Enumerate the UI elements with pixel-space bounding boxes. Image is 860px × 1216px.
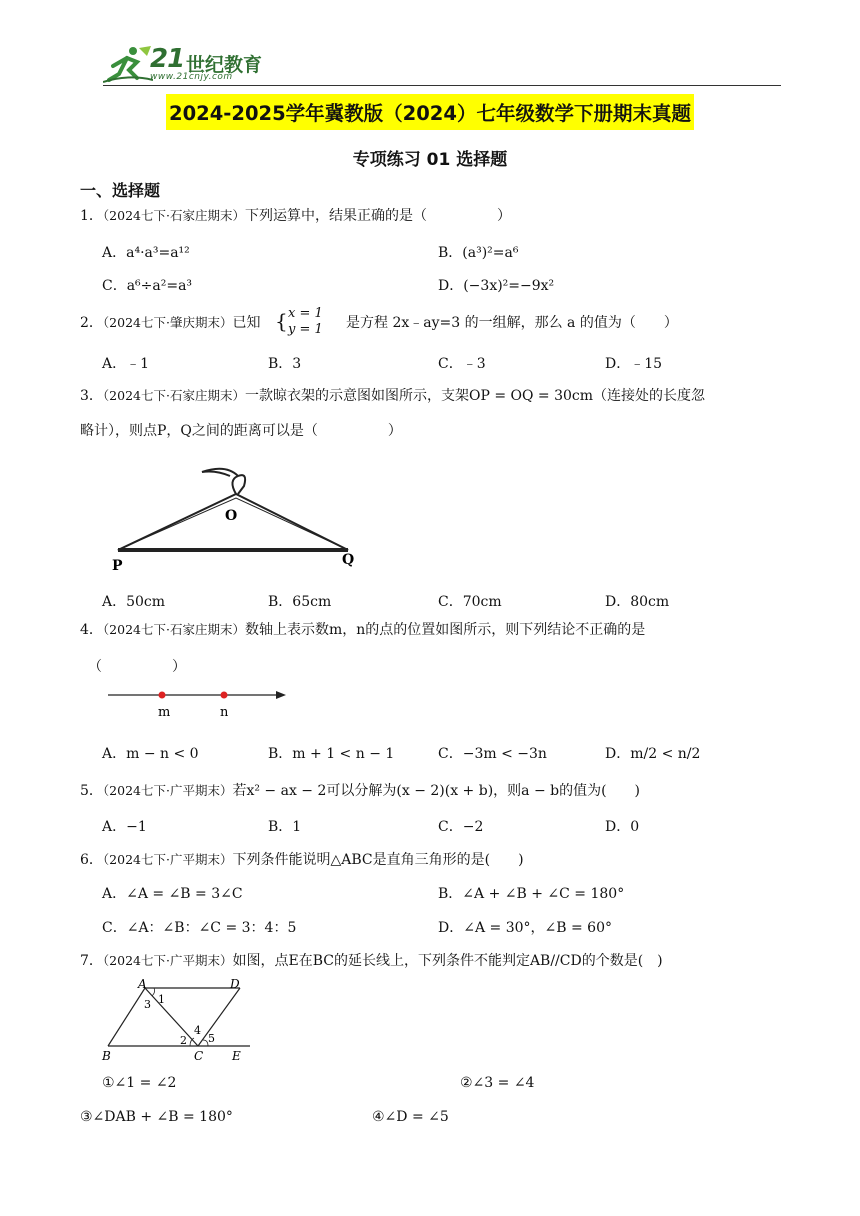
question-6 — [80, 850, 524, 870]
question-number: 5． — [80, 783, 103, 799]
page-title: 2024-2025学年冀教版（2024）七年级数学下册期末真题 — [166, 94, 694, 130]
option-d: D．m/2 < n/2 — [605, 746, 701, 762]
question-stem: 如图，点E在BC的延长线上，下列条件不能判定AB//CD的个数是( ) — [232, 953, 663, 969]
equation-x: x = 1 — [288, 306, 323, 321]
angle-2-label: 2 — [180, 1034, 187, 1047]
option-a: A．﹣1 — [102, 356, 150, 372]
point-o-label: O — [225, 508, 238, 524]
number-line-figure — [100, 684, 300, 724]
angle-5-label: 5 — [208, 1032, 215, 1045]
question-stem: 若x² − ax − 2可以分解为(x − 2)(x + b)，则a − b的值为( ) — [232, 783, 641, 799]
question-2 — [80, 313, 260, 333]
question-stem: 数轴上表示数m，n的点的位置如图所示，则下列结论不正确的是 — [244, 622, 646, 638]
option-b: B．1 — [268, 819, 302, 835]
page-subtitle: 专项练习 01 选择题 — [352, 150, 508, 170]
point-a-label: A — [138, 978, 147, 991]
point-q-label: Q — [342, 552, 355, 568]
point-p-label: P — [112, 558, 123, 574]
question-stem-part-a: 已知 — [232, 315, 261, 331]
option-c: C．−2 — [438, 819, 484, 835]
option-c: C．﹣3 — [438, 356, 486, 372]
angle-3-label: 3 — [144, 998, 151, 1011]
question-stem-line-2: （ ） — [88, 659, 186, 675]
question-number: 1． — [80, 208, 103, 224]
option-a: A．−1 — [102, 819, 147, 835]
question-7 — [80, 951, 663, 971]
question-source: （2024七下·石家庄期末） — [102, 388, 245, 403]
logo-number: 21 — [150, 44, 185, 74]
condition-2: ②∠3 = ∠4 — [460, 1075, 535, 1091]
angle-1-label: 1 — [158, 993, 165, 1006]
question-source: （2024七下·肇庆期末） — [102, 315, 233, 330]
question-stem-line-2: 略计），则点P，Q之间的距离可以是（ ） — [80, 423, 402, 439]
question-number: 7． — [80, 953, 103, 969]
section-heading: 一、选择题 — [80, 181, 161, 200]
title-container — [0, 94, 860, 130]
question-source: （2024七下·石家庄期末） — [102, 208, 245, 223]
logo-text: 世纪教育 — [186, 54, 263, 76]
question-5 — [80, 781, 640, 801]
question-number: 4． — [80, 622, 103, 638]
logo-runner-icon — [103, 44, 153, 84]
equation-y: y = 1 — [288, 322, 323, 337]
option-a: A．a⁴·a³=a¹² — [102, 245, 190, 261]
condition-1: ①∠1 = ∠2 — [102, 1075, 177, 1091]
option-b: B．m + 1 < n − 1 — [268, 746, 395, 762]
point-m-label: m — [158, 705, 171, 720]
option-a: A．∠A = ∠B = 3∠C — [102, 886, 243, 902]
option-d: D．(−3x)²=−9x² — [438, 278, 555, 294]
option-d: D．80cm — [605, 594, 670, 610]
question-stem: 一款晾衣架的示意图如图所示，支架OP = OQ = 30cm（连接处的长度忽 — [244, 388, 706, 404]
question-number: 2． — [80, 315, 103, 331]
condition-3: ③∠DAB + ∠B = 180° — [80, 1109, 233, 1125]
question-source: （2024七下·广平期末） — [102, 783, 233, 798]
option-d: D．0 — [605, 819, 640, 835]
option-c: C．70cm — [438, 594, 502, 610]
question-number: 3． — [80, 388, 103, 404]
system-brace: { — [275, 309, 288, 333]
angle-4-label: 4 — [194, 1024, 201, 1037]
condition-4: ④∠D = ∠5 — [372, 1109, 449, 1125]
point-n — [221, 692, 228, 699]
option-c: C．a⁶÷a²=a³ — [102, 278, 193, 294]
logo-url: www.21cnjy.com — [150, 72, 233, 82]
point-d-label: D — [230, 978, 240, 991]
question-1 — [80, 206, 511, 226]
option-d: D．∠A = 30°，∠B = 60° — [438, 920, 612, 936]
point-b-label: B — [102, 1049, 111, 1063]
question-source: （2024七下·广平期末） — [102, 852, 233, 867]
option-b: B．3 — [268, 356, 302, 372]
question-stem: 下列运算中，结果正确的是（ ） — [244, 208, 511, 224]
option-a: A．m − n < 0 — [102, 746, 199, 762]
option-d: D．﹣15 — [605, 356, 663, 372]
option-c: C．−3m < −3n — [438, 746, 547, 762]
question-stem-part-b: 是方程 2x﹣ay=3 的一组解，那么 a 的值为（ ） — [346, 315, 678, 331]
option-b: B．(a³)²=a⁶ — [438, 245, 519, 261]
point-m — [159, 692, 166, 699]
question-4 — [80, 620, 645, 640]
question-stem: 下列条件能说明△ABC是直角三角形的是( ) — [232, 852, 524, 868]
point-e-label: E — [232, 1049, 241, 1063]
option-a: A．50cm — [102, 594, 166, 610]
option-c: C．∠A：∠B：∠C = 3：4：5 — [102, 920, 297, 936]
question-number: 6． — [80, 852, 103, 868]
equation-system — [288, 306, 323, 338]
question-3 — [80, 386, 705, 406]
option-b: B．∠A + ∠B + ∠C = 180° — [438, 886, 625, 902]
header-divider — [103, 85, 781, 86]
hanger-figure — [108, 458, 368, 578]
point-c-label: C — [194, 1049, 204, 1063]
option-b: B．65cm — [268, 594, 332, 610]
question-source: （2024七下·石家庄期末） — [102, 622, 245, 637]
point-n-label: n — [220, 705, 229, 720]
question-source: （2024七下·广平期末） — [102, 953, 233, 968]
parallelogram-figure — [100, 978, 260, 1064]
